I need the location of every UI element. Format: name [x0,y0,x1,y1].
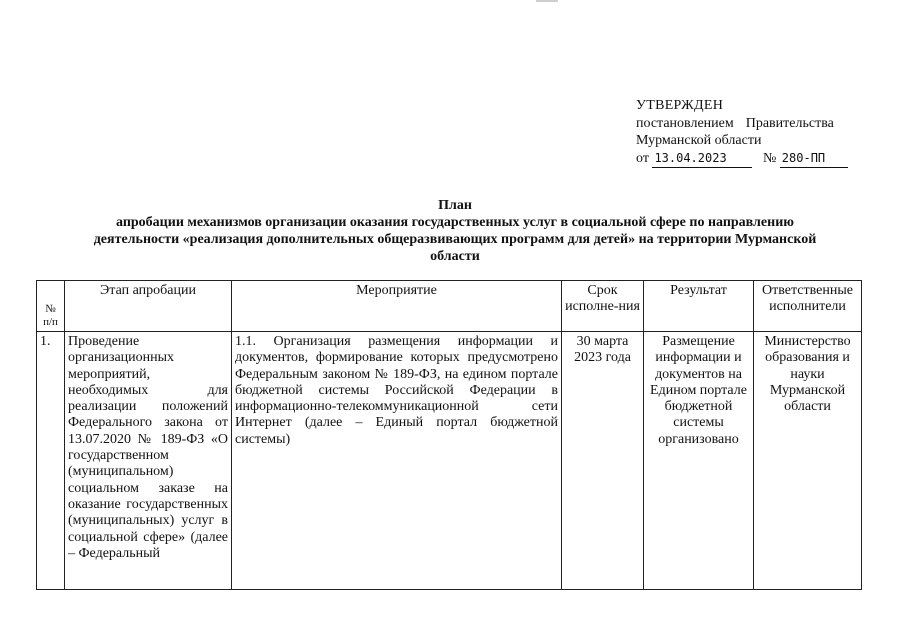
cell-responsible: Министерство образования и науки Мурманской области [754,332,862,590]
header-result: Результат [644,281,754,332]
document-title [60,197,850,265]
approval-decree-line [636,115,876,133]
header-stage: Этап апробации [65,281,232,332]
approval-number-prefix: № [762,150,777,166]
approval-region: Мурманской области [636,133,762,148]
cell-result: Размещение информации и документов на Едином портале бюджетной системы организовано [644,332,754,590]
approval-date-line [636,150,876,169]
scan-artifact-top [536,0,558,2]
table-header-row [37,281,862,332]
title-heading: План [438,198,472,213]
page-bottom-edge [0,632,905,640]
plan-table [36,280,862,590]
approval-government-word: Правительства [745,115,834,131]
approval-block [636,97,876,168]
title-line-1: апробации механизмов организации оказания государственных услуг в социальной сфере по направлению [116,215,794,230]
approval-title: УТВЕРЖДЕН [636,98,724,113]
approval-date-prefix: от [636,150,649,166]
cell-deadline: 30 марта 2023 года [562,332,644,590]
approval-decree-word: постановлением [636,115,734,131]
header-num: № п/п [37,281,65,332]
table-row [37,332,862,590]
header-activity: Мероприятие [232,281,562,332]
cell-num: 1. [37,332,65,590]
cell-stage: Проведение организационных мероприятий, необходимых для реализации положений Федерального закона от 13.07.2020 № 189-ФЗ «О государственном (муниципальном) социальном заказе на оказание государственных (муниципальных) услуг в социальной сфере» (далее – Федеральный [65,332,232,590]
cell-activity: 1.1. Организация размещения информации и документов, формирование которых предусмотрено Федеральным законом № 189-ФЗ, на едином портале бюджетной системы Российской Федерации в информационно-телекоммуникационной сети Интернет (далее – Единый портал бюджетной системы) [232,332,562,590]
approval-number: 280-ПП [780,150,848,169]
title-line-2: деятельности «реализация дополнительных общеразвивающих программ для детей» на территории Мурманской [93,232,817,247]
title-line-3: области [430,249,480,264]
header-deadline: Срок исполне-ния [562,281,644,332]
approval-date: 13.04.2023 [652,150,752,169]
header-responsible: Ответственные исполнители [754,281,862,332]
